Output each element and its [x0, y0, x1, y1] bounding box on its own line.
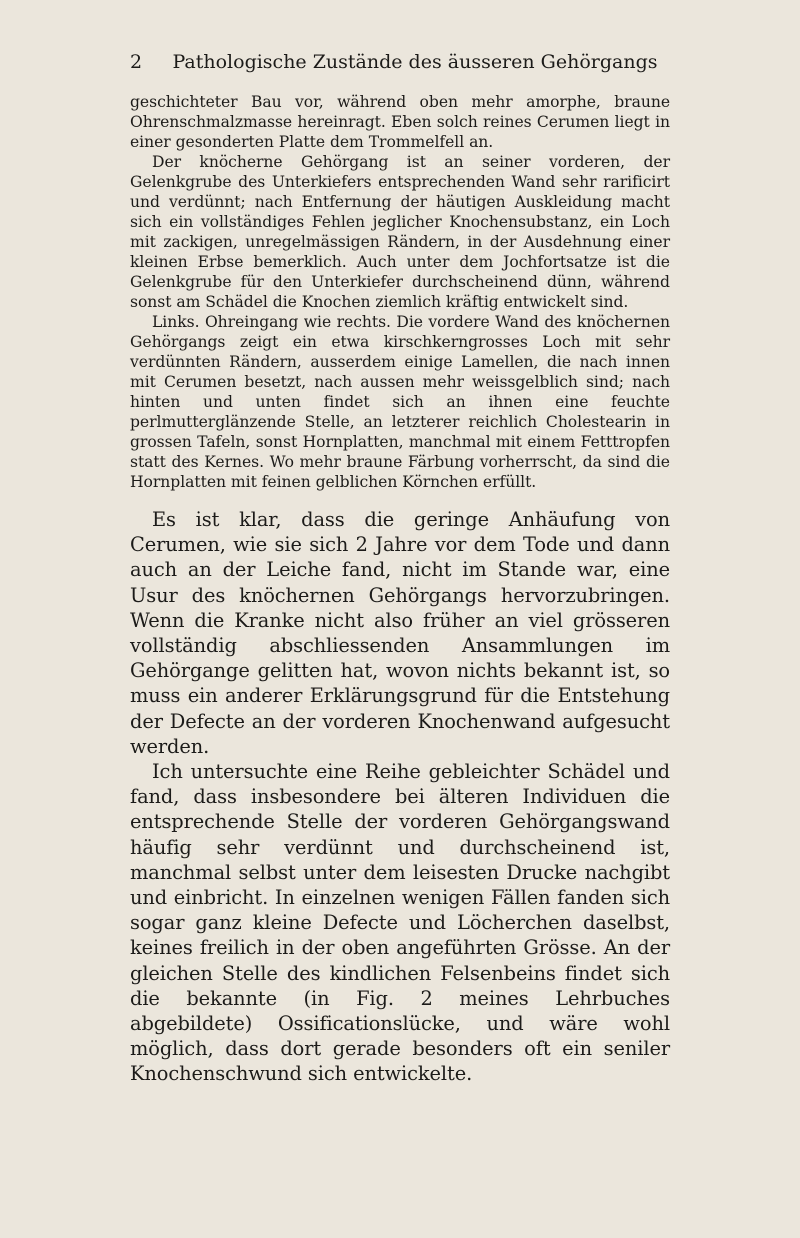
page-number: 2	[130, 51, 143, 73]
discussion-section	[130, 507, 670, 1087]
case-report-section	[130, 92, 670, 492]
paragraph-bony-canal-right: Der knöcherne Gehörgang ist an seiner vorderen, der Gelenkgrube des Unterkiefers entsprechenden Wand sehr rarificirt und verdünnt; nach Entfernung der häutigen Auskleidung macht sich ein vollständiges Fehlen jeglicher Knochensubstanz, ein Loch mit zackigen, unregelmässigen Rändern, in der Ausdehnung einer kleinen Erbse bemerklich. Auch unter dem Jochfortsatze ist die Gelenkgrube für den Unterkiefer durchscheinend dünn, während sonst am Schädel die Knochen ziemlich kräftig entwickelt sind.	[130, 153, 670, 311]
running-head	[130, 50, 670, 80]
paragraph-continuation: geschichteter Bau vor, während oben mehr amorphe, braune Ohrenschmalzmasse hereinragt. Eben solch reines Cerumen liegt in einer gesonderten Platte dem Trommelfell an.	[130, 93, 670, 151]
paragraph-left-ear: Links. Ohreingang wie rechts. Die vordere Wand des knöchernen Gehörgangs zeigt ein etwa kirschkerngrosses Loch mit sehr verdünnten Rändern, ausserdem einige Lamellen, die nach innen mit Cerumen besetzt, nach aussen mehr weissgelblich sind; nach hinten und unten findet sich an ihnen eine feuchte perlmutterglänzende Stelle, an letzterer reichlich Cholestearin in grossen Tafeln, sonst Hornplatten, manchmal mit einem Fetttropfen statt des Kernes. Wo mehr braune Färbung vorherrscht, da sind die Hornplatten mit feinen gelblichen Körnchen erfüllt.	[130, 313, 670, 491]
paragraph-discussion-skulls: Ich untersuchte eine Reihe gebleichter Schädel und fand, dass insbesondere bei älteren Individuen die entsprechende Stelle der vorderen Gehörgangswand häufig sehr verdünnt und durchscheinend ist, manchmal selbst unter dem leisesten Drucke nachgibt und einbricht. In einzelnen wenigen Fällen fanden sich sogar ganz kleine Defecte und Löcherchen daselbst, keines freilich in der oben angeführten Grösse. An der gleichen Stelle des kindlichen Felsenbeins findet sich die bekannte (in Fig. 2 meines Lehrbuches abgebildete) Ossificationslücke, und wäre wohl möglich, dass dort gerade besonders oft ein seniler Knochenschwund sich entwickelte.	[130, 760, 670, 1086]
paragraph-discussion-cerumen: Es ist klar, dass die geringe Anhäufung von Cerumen, wie sie sich 2 Jahre vor dem Tode und dann auch an der Leiche fand, nicht im Stande war, eine Usur des knöchernen Gehörgangs hervorzubringen. Wenn die Kranke nicht also früher an viel grösseren vollständig abschliessenden Ansammlungen im Gehörgange gelitten hat, wovon nichts bekannt ist, so muss ein anderer Erklärungsgrund für die Entstehung der Defecte an der vorderen Knochenwand aufgesucht werden.	[130, 508, 670, 758]
body-text	[130, 92, 670, 1087]
page-header-title: Pathologische Zustände des äusseren Gehörgangs	[172, 51, 658, 73]
